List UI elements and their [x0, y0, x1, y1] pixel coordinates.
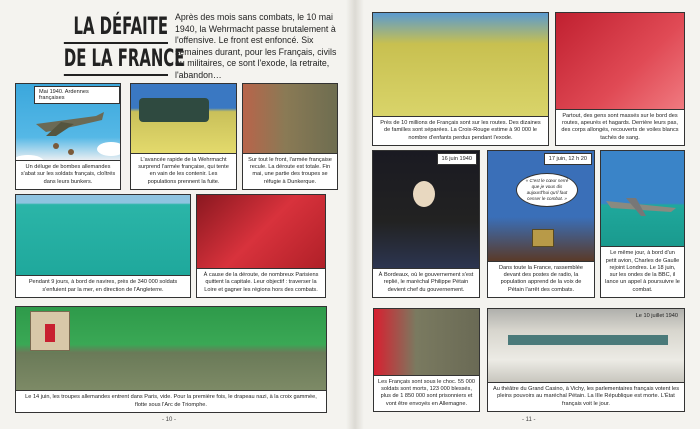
speech-bubble: « C'est le cœur serré que je vous dis aujourd'hui qu'il faut cesser le combat. » [516, 173, 578, 207]
panel-retreat [242, 83, 338, 190]
panel-caption: Les Français sont sous le choc. 55 000 soldats sont morts, 123 000 blessés, plus de 1 850 000 sont prisonniers et vont être envoyés en Allemagne. [378, 378, 476, 407]
panel-caption: Pendant 9 jours, à bord de navires, près de 340 000 soldats s'enfuient par la mer, en direction de l'Angleterre. [28, 279, 178, 293]
tanks-illustration [131, 84, 236, 154]
title-line-2: DE LA FRANCE [64, 44, 168, 76]
refugees-illustration [373, 13, 548, 117]
panel-bombing [15, 83, 121, 190]
page-number: - 10 - [162, 417, 177, 423]
panel-paris [15, 306, 327, 413]
plane-illustration [601, 151, 684, 247]
panel-prisoners [373, 308, 480, 412]
panel-roadside [555, 12, 685, 146]
bomber-illustration [16, 84, 120, 161]
radio-icon [532, 229, 554, 247]
soldiers-illustration [243, 84, 337, 154]
panel-exodus [372, 12, 549, 146]
radio-illustration [488, 151, 594, 262]
panel-tag: 16 juin 1940 [437, 153, 477, 165]
panel-caption: Le même jour, à bord d'un petit avion, Charles de Gaulle rejoint Londres. Le 18 juin, sur les ondes de la BBC, il lance un appel à poursuivre le combat. [605, 250, 680, 293]
petain-illustration [373, 151, 479, 269]
roof-shape [508, 335, 668, 345]
plane-icon [601, 186, 684, 226]
prisoners-illustration [374, 309, 479, 376]
arc-de-triomphe-illustration [16, 307, 326, 391]
panel-caption: Dans toute la France, rassemblée devant des postes de radio, la population apprend de la voix de Pétain l'arrêt des combats. [499, 264, 583, 293]
panel-dunkirk [15, 194, 191, 298]
panel-caption: Sur tout le front, l'armée française recule. La déroute est totale. Fin mai, une partie des troupes se réfugie à Dunkerque. [248, 156, 332, 185]
panel-caption: À Bordeaux, où le gouvernement s'est replié, le maréchal Philippe Pétain devient chef du gouvernement. [378, 272, 474, 293]
arc-shape [30, 311, 70, 351]
title-line-1: LA DÉFAITE [64, 12, 168, 44]
tank-shape [139, 98, 209, 122]
panel-tag: 17 juin, 12 h 20 [544, 153, 592, 165]
panel-caption: Près de 10 millions de Français sont sur les routes. Des dizaines de familles sont séparées. La Croix-Rouge estime à 90 000 le nombre d'enfants perdus pendant l'exode. [380, 120, 541, 141]
panel-radio [487, 150, 595, 298]
page-number: - 11 - [522, 417, 536, 423]
panel-vichy [487, 308, 685, 412]
panel-tag: Mai 1940. Ardennes françaises [34, 86, 120, 104]
book-gutter [346, 0, 364, 429]
panel-tanks [130, 83, 237, 190]
crowd-illustration [197, 195, 325, 269]
face-shape [413, 181, 435, 207]
panel-caption: Au théâtre du Grand Casino, à Vichy, les parlementaires français votent les pleins pouvoirs au maréchal Pétain. La IIIe République est morte. L'État français voit le jour. [492, 386, 680, 407]
panel-caption: Un déluge de bombes allemandes s'abat sur les soldats français, cloîtrés dans leurs bunkers. [20, 164, 116, 185]
panel-caption: Le 14 juin, les troupes allemandes entrent dans Paris, vide. Pour la première fois, le drapeau nazi, à la croix gammée, flotte sous l'Arc de Triomphe. [25, 394, 317, 408]
grand-casino-illustration [488, 309, 684, 383]
panel-de-gaulle [600, 150, 685, 298]
ships-illustration [16, 195, 190, 276]
panel-petain [372, 150, 480, 298]
panel-caption: À cause de la déroute, de nombreux Parisiens quittent la capitale. Leur objectif : traverser la Loire et gagner les régions hors des combats. [203, 272, 319, 293]
roadside-illustration [556, 13, 684, 110]
panel-parisians [196, 194, 326, 298]
panel-caption: L'avancée rapide de la Wehrmacht surprend l'armée française, qui tente en vain de les contenir. Les populations prennent la fuite. [138, 156, 229, 185]
panel-tag: Le 10 juillet 1940 [635, 313, 678, 319]
page-title [63, 12, 185, 76]
panel-caption: Partout, des gens sont massés sur le bord des routes, apeurés et hagards. Derrière leurs pas, des corps allongés, recouverts de voiles blancs tachés de sang. [561, 112, 679, 141]
intro-text: Après des mois sans combats, le 10 mai 1940, la Wehrmacht passe brutalement à l'offensive. Le front est enfoncé. Six semaines durant, pour les Français, civils ou militaires, ce sont l'exode, la retraite, l'abandon… [175, 12, 337, 80]
